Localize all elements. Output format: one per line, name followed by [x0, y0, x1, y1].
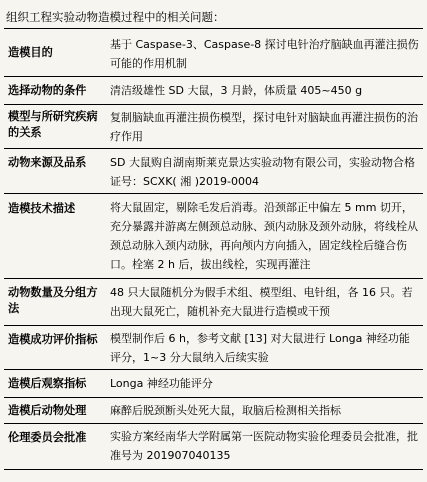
- row-value: 将大鼠固定，剔除毛发后消毒。沿颈部正中偏左 5 mm 切开，充分暴露并游离左侧颈总动脉、颈内动脉及颈外动脉，将线栓从颈总动脉入颈内动脉，再向颅内方向插入，固定线栓后缝合伤口。栓塞 2 h 后，拔出线栓，实现再灌注: [110, 201, 418, 271]
- table-row: [4, 194, 423, 279]
- table-row: [4, 149, 423, 194]
- row-value: 实验方案经南华大学附属第一医院动物实验伦理委员会批准，批准号为 201907040135: [110, 430, 418, 462]
- table-row: [4, 279, 423, 326]
- row-label: 动物来源及品系: [8, 156, 87, 169]
- table-row: [4, 424, 423, 470]
- row-value: Longa 神经功能评分: [110, 377, 213, 390]
- row-label: 伦理委员会批准: [8, 431, 87, 444]
- table-row: [4, 326, 423, 370]
- row-label: 动物数量及分组方法: [8, 286, 98, 315]
- row-value: 模型制作后 6 h，参考文献 [13] 对大鼠进行 Longa 神经功能评分，1~3 分大鼠纳入后续实验: [110, 332, 410, 364]
- table-caption: 组织工程实验动物造模过程中的相关问题：: [6, 10, 225, 24]
- row-label: 选择动物的条件: [8, 84, 87, 97]
- row-value: SD 大鼠购自湖南斯莱克景达实验动物有限公司，实验动物合格证号：SCXK( 湘 )2019-0004: [110, 156, 415, 188]
- row-label: 造模后观察指标: [8, 377, 87, 390]
- info-table: [4, 28, 423, 470]
- table-row: [4, 398, 423, 424]
- row-label: 造模成功评价指标: [8, 333, 98, 346]
- row-value: 48 只大鼠随机分为假手术组、模型组、电针组，各 16 只。若出现大鼠死亡，随机补充大鼠进行造模或干预: [110, 286, 413, 318]
- row-label: 造模目的: [8, 46, 53, 59]
- row-value: 麻醉后脱颈断头处死大鼠，取脑后检测相关指标: [110, 404, 341, 417]
- table-row: [4, 29, 423, 77]
- row-value: 清洁级雄性 SD 大鼠，3 月龄，体质量 405~450 g: [110, 84, 363, 97]
- table-row: [4, 105, 423, 149]
- row-label: 造模后动物处理: [8, 404, 87, 417]
- row-value: 基于 Caspase-3、Caspase-8 探讨电针治疗脑缺血再灌注损伤可能的作用机制: [110, 38, 419, 70]
- row-label: 造模技术描述: [8, 202, 76, 215]
- row-value: 复制脑缺血再灌注损伤模型，探讨电针对脑缺血再灌注损伤的治疗作用: [110, 111, 418, 143]
- table-row: [4, 77, 423, 105]
- row-label: 模型与所研究疾病的关系: [8, 110, 98, 139]
- table-row: [4, 370, 423, 398]
